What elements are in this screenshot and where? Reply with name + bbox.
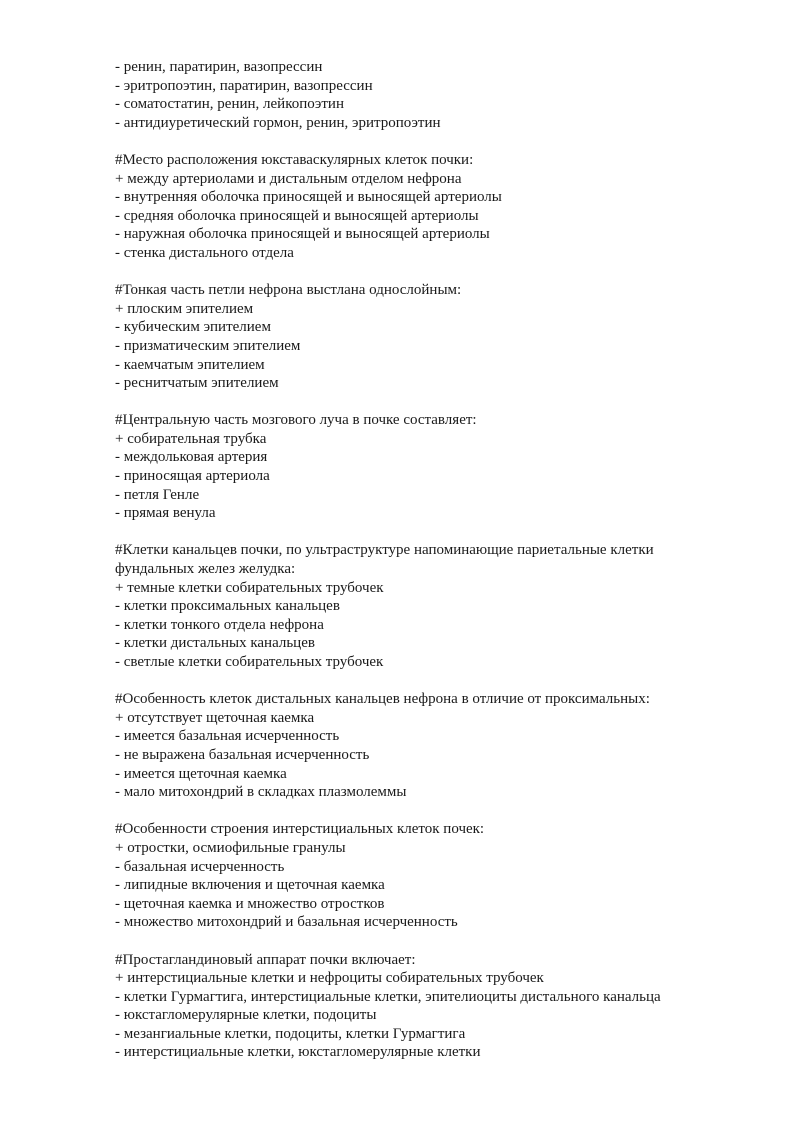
question-text: #Клетки канальцев почки, по ультраструктуре напоминающие париетальные клетки фундальных желез желудка: [115, 542, 654, 578]
question-block [115, 58, 785, 132]
answer-option: - соматостатин, ренин, лейкопоэтин [115, 96, 344, 113]
question-block [115, 281, 785, 393]
answer-option-correct: + отсутствует щеточная каемка [115, 709, 315, 726]
answer-option: - прямая венула [115, 505, 216, 522]
answer-option: - наружная оболочка приносящей и выносящей артериолы [115, 226, 490, 243]
answer-option: - множество митохондрий и базальная исчерченность [115, 914, 458, 931]
answer-option: - приносящая артериола [115, 468, 270, 485]
answer-option: - средняя оболочка приносящей и выносящей артериолы [115, 207, 479, 224]
answer-option-correct: + отростки, осмиофильные гранулы [115, 839, 346, 856]
answer-option: - ренин, паратирин, вазопрессин [115, 59, 323, 75]
answer-option: - имеется щеточная каемка [115, 765, 287, 782]
answer-option: - призматическим эпителием [115, 337, 301, 354]
answer-option: - мезангиальные клетки, подоциты, клетки Гурмагтига [115, 1025, 466, 1042]
answer-option: - щеточная каемка и множество отростков [115, 895, 385, 912]
answer-option: - реснитчатым эпителием [115, 375, 279, 392]
answer-option: - эритропоэтин, паратирин, вазопрессин [115, 77, 373, 94]
answer-option-correct: + собирательная трубка [115, 430, 267, 447]
answer-option: - мало митохондрий в складках плазмолеммы [115, 784, 407, 801]
answer-option: - внутренняя оболочка приносящей и выносящей артериолы [115, 189, 502, 206]
answer-option: - интерстициальные клетки, юкстагломерулярные клетки [115, 1044, 481, 1061]
answer-option: - стенка дистального отдела [115, 244, 294, 261]
answer-option: - каемчатым эпителием [115, 356, 265, 373]
answer-option: - базальная исчерченность [115, 858, 285, 875]
answer-option-correct: + темные клетки собирательных трубочек [115, 579, 384, 596]
answer-option-correct: + интерстициальные клетки и нефроциты собирательных трубочек [115, 970, 544, 987]
question-text: #Тонкая часть петли нефрона выстлана однослойным: [115, 282, 462, 299]
question-block [115, 151, 785, 263]
question-text: #Место расположения юкставаскулярных клеток почки: [115, 151, 474, 168]
question-text: #Простагландиновый аппарат почки включает: [115, 951, 416, 968]
answer-option: - клетки Гурмагтига, интерстициальные клетки, эпителиоциты дистального канальца [115, 988, 661, 1005]
question-block [115, 541, 785, 671]
answer-option: - клетки тонкого отдела нефрона [115, 616, 324, 633]
answer-option-correct: + плоским эпителием [115, 300, 254, 317]
question-text: #Особенность клеток дистальных канальцев нефрона в отличие от проксимальных: [115, 691, 650, 708]
answer-option: - антидиуретический гормон, ренин, эритропоэтин [115, 114, 441, 131]
answer-option: - не выражена базальная исчерченность [115, 746, 370, 763]
question-block [115, 690, 785, 802]
document-text [115, 58, 785, 1081]
question-text: #Особенности строения интерстициальных клеток почек: [115, 821, 485, 838]
answer-option-correct: + между артериолами и дистальным отделом нефрона [115, 170, 462, 187]
question-block [115, 951, 785, 1063]
answer-option: - междольковая артерия [115, 449, 268, 466]
answer-option: - юкстагломерулярные клетки, подоциты [115, 1007, 377, 1024]
answer-option: - липидные включения и щеточная каемка [115, 877, 385, 894]
question-text: #Центральную часть мозгового луча в почке составляет: [115, 412, 477, 429]
answer-option: - петля Генле [115, 486, 200, 503]
question-block [115, 411, 785, 523]
question-block [115, 820, 785, 932]
answer-option: - имеется базальная исчерченность [115, 728, 340, 745]
answer-option: - клетки дистальных канальцев [115, 635, 315, 652]
answer-option: - клетки проксимальных канальцев [115, 598, 340, 615]
answer-option: - кубическим эпителием [115, 319, 271, 336]
answer-option: - светлые клетки собирательных трубочек [115, 654, 384, 670]
